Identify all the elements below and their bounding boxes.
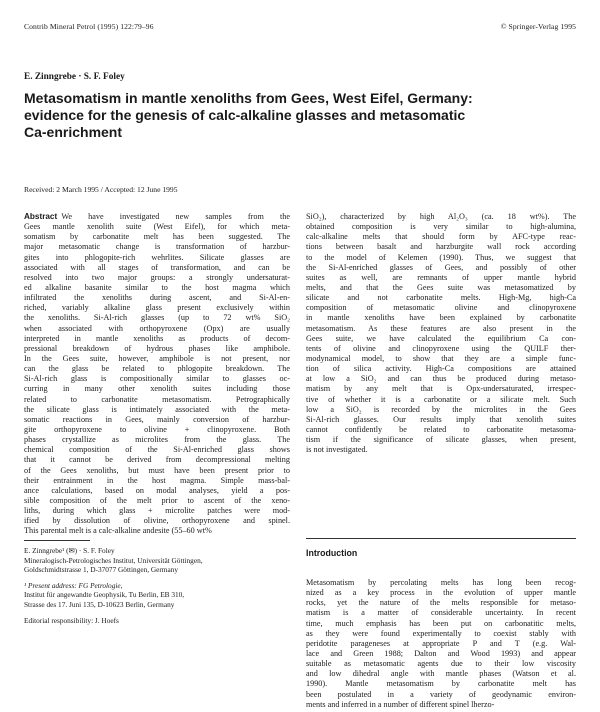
section-divider xyxy=(306,538,576,539)
text-line: at low a SiO₂ and can thus be produced during metaso- xyxy=(306,374,576,384)
text-line: Metasomatism by percolating melts has long been recog- xyxy=(306,578,576,587)
text-line: riched, variably alkaline glass present exclusively within xyxy=(24,303,290,313)
text-line: suitable as metasomatic agents due to their low viscosity xyxy=(306,659,576,669)
text-line: somatic reactions in Gees, mainly conversion of harzbur- xyxy=(24,414,290,424)
text-line: and low dihedral angle with mantle phases (Watson et al. xyxy=(306,669,576,679)
text-line: the xenoliths. Si-Al-rich glasses (up to 72 wt% SiO₂ xyxy=(24,313,290,323)
received-accepted-dates: Received: 2 March 1995 / Accepted: 12 June 1995 xyxy=(24,185,178,194)
text-line: pressional breakdown of hydrous phases like amphibole. xyxy=(24,343,290,353)
text-line: SiO₂), characterized by high Al₂O₃ (ca. 18 wt%). The xyxy=(306,212,576,221)
text-line: tive of whether it is a carbonatite or a silicate melt. Such xyxy=(306,394,576,404)
text-line: tions between basalt and harzburgite wall rock according xyxy=(306,242,576,252)
text-line: cannot confidently be related to carbonatite metasoma- xyxy=(306,424,576,434)
text-line: Si-Al-rich glass is compositionally similar to glasses oc- xyxy=(24,374,290,384)
text-line: when associated with orthopyroxene (Opx) are usually xyxy=(24,323,290,333)
text-line: related to carbonatite metasomatism. Petrographically xyxy=(24,394,290,404)
footnote-editorial: Editorial responsibility: J. Hoefs xyxy=(24,615,119,625)
text-line: that it cannot be derived from decompressional melting xyxy=(24,455,290,465)
abstract-keyword: Abstract xyxy=(24,212,58,221)
copyright-notice: © Springer-Verlag 1995 xyxy=(500,22,576,31)
text-line: chemical composition of the Si-Al-enriched glass shows xyxy=(24,445,290,455)
text-line: nized as a key process in the evolution of upper mantle xyxy=(306,588,576,598)
text-line: the Si-Al-enriched glasses of Gees, and possibly of other xyxy=(306,262,576,272)
text-line: ments and inferred in a number of different spinel lherzo- xyxy=(306,699,495,709)
text-line: obtained composition is very similar to high-alumina, xyxy=(306,222,576,232)
text-line-content: We have investigated new samples from the xyxy=(61,212,290,221)
author-list: E. Zinngrebe · S. F. Foley xyxy=(24,72,125,82)
footnote-affiliation: Goldschmidtstrasse 1, D-37077 Göttingen, Germany xyxy=(24,565,179,575)
text-line: metasomatism. As these features are also present in the xyxy=(306,323,576,333)
footnote-present-address-label: ¹ Present address: FG Petrologie, xyxy=(24,580,123,590)
text-line: 1990). Mantle metasomatism by carbonatite melt has xyxy=(306,679,576,689)
text-line: melts, and that the Gees suite was metasomatized by xyxy=(306,282,576,292)
text-line: matism is a matter of considerable uncertainty. In recent xyxy=(306,608,576,618)
text-line: modynamical model, to show that they are a simple func- xyxy=(306,353,576,363)
paper-title xyxy=(24,90,473,141)
footnote-divider xyxy=(24,540,90,541)
author-footnote xyxy=(24,546,290,625)
introduction-text xyxy=(306,578,576,710)
text-line: peridotite parageneses at appropriate P and T (e.g. Wal- xyxy=(306,638,576,648)
text-line: resolved into two major groups: a strongly undersaturat- xyxy=(24,272,290,282)
text-line: phases crystallize as microlites from the glass. The xyxy=(24,435,290,445)
text-line: sible composition of the melt prior to ascent of the xeno- xyxy=(24,495,290,505)
text-line: is not investigated. xyxy=(306,445,368,455)
section-heading-introduction: Introduction xyxy=(306,548,358,558)
text-line: tism if the significance of silicate glasses, when present, xyxy=(306,435,576,445)
text-line: Si-Al-rich glasses. Our results imply that xenolith suites xyxy=(306,414,576,424)
title-line: Metasomatism in mantle xenoliths from Gees, West Eifel, Germany: xyxy=(24,90,473,106)
text-line: been postulated in a variety of geodynamic environ- xyxy=(306,689,576,699)
text-line: the silicate glass is intimately associated with the meta- xyxy=(24,404,290,414)
text-line: interpreted in mantle xenoliths as products of decom- xyxy=(24,333,290,343)
text-line: rocks, yet the nature of the melts responsible for metaso- xyxy=(306,598,576,608)
text-line: suites as well, are remnants of upper mantle hybrid xyxy=(306,272,576,282)
footnote-present-address: Institut für angewandte Geophysik, Tu Berlin, EB 310, xyxy=(24,590,185,600)
text-line: tents of olivine and clinopyroxene using the QUILF ther- xyxy=(306,343,576,353)
text-line: in mantle xenoliths have been explained by carbonatite xyxy=(306,313,576,323)
text-line: major metasomatic change is transformation of harzbur- xyxy=(24,242,290,252)
text-line: ed alkaline basanite similar to the host magma which xyxy=(24,282,290,292)
footnote-authors: E. Zinngrebe¹ (✉) · S. F. Foley xyxy=(24,546,115,555)
text-line: liths, during which glass + microlite patches were mod- xyxy=(24,506,290,516)
text-line: can the glass be related to phlogopite breakdown. The xyxy=(24,364,290,374)
text-line: infiltrated the xenoliths during ascent, and Si-Al-en- xyxy=(24,293,290,303)
text-line: low a SiO₂ is recorded by the microlites in the Gees xyxy=(306,404,576,414)
text-line: lace and Green 1988; Dalton and Wood 1993) and appear xyxy=(306,648,576,658)
text-line: somatism by carbonatite melt has been suggested. The xyxy=(24,232,290,242)
text-line: tion of silica activity. High-Ca compositions are attained xyxy=(306,364,576,374)
text-line: matism by any melt that is Opx-undersaturated, irrespec- xyxy=(306,384,576,394)
text-line: of the Gees xenoliths, but must have been present prior to xyxy=(24,465,290,475)
title-line: evidence for the genesis of calc-alkaline glasses and metasomatic xyxy=(24,107,466,123)
abstract-column-right xyxy=(306,212,576,455)
text-line: composition of metasomatic olivine and clinopyroxene xyxy=(306,303,576,313)
text-line: In the Gees suite, however, amphibole is not present, nor xyxy=(24,353,290,363)
text-line: ance calculations, based on modal analyses, yield a pos- xyxy=(24,485,290,495)
footnote-affiliation: Mineralogisch-Petrologisches Institut, Universität Göttingen, xyxy=(24,555,203,565)
text-line: curring in many other xenolith suites including those xyxy=(24,384,290,394)
abstract-column-left xyxy=(24,212,290,537)
text-line: Gees suite, we have calculated the equilibrium Ca con- xyxy=(306,333,576,343)
text-line: gite orthopyroxene to olivine + clinopyroxene. Both xyxy=(24,424,290,434)
text-line: This parental melt is a calc-alkaline andesite (55–60 wt% xyxy=(24,526,212,536)
text-line xyxy=(24,212,290,222)
text-line: Gees mantle xenolith suite (West Eifel), for which meta- xyxy=(24,222,290,232)
text-line: silicate and not carbonatite melts. High-Mg, high-Ca xyxy=(306,293,576,303)
text-line: as they were found experimentally to coexist stably with xyxy=(306,628,576,638)
text-line: ified by dissolution of olivine, orthopyroxene and spinel. xyxy=(24,516,290,526)
text-line: associated with all stages of transformation, and can be xyxy=(24,262,290,272)
text-line: their entrainment in the host magma. Simple mass-bal- xyxy=(24,475,290,485)
text-line: gites into phlogopite-rich wehrlites. Silicate glasses are xyxy=(24,252,290,262)
title-line: Ca-enrichment xyxy=(24,124,123,140)
journal-citation: Contrib Mineral Petrol (1995) 122:79–96 xyxy=(24,22,154,31)
text-line: calc-alkaline melts that should form by AFC-type reac- xyxy=(306,232,576,242)
footnote-present-address: Strasse des 17. Juni 135, D-10623 Berlin, Germany xyxy=(24,599,175,609)
text-line: time, much emphasis has been put on carbonatitic melts, xyxy=(306,618,576,628)
text-line: to the model of Kelemen (1990). Thus, we suggest that xyxy=(306,252,576,262)
